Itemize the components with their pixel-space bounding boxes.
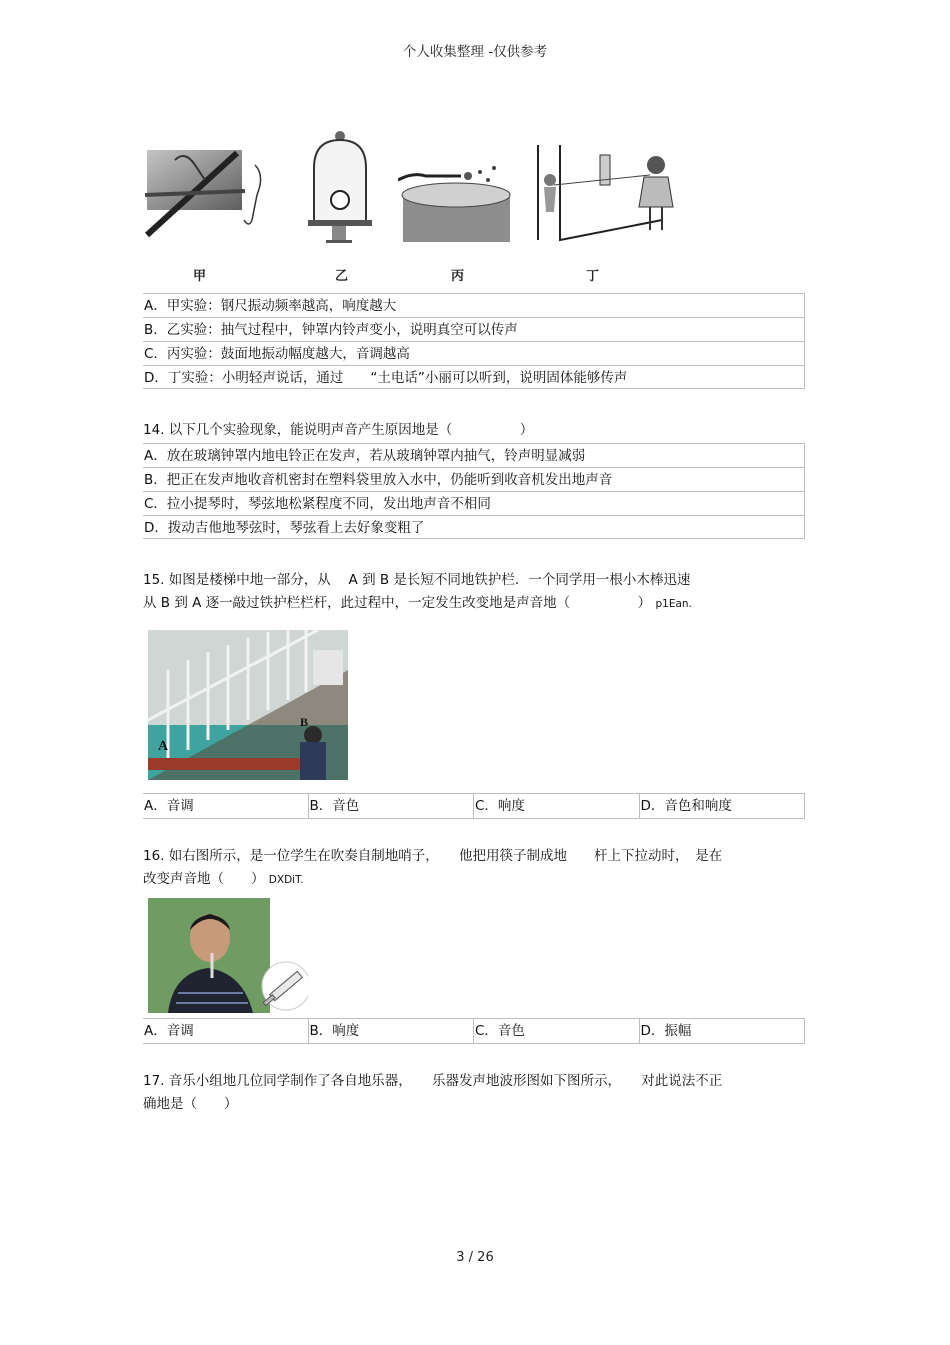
- q15-option-a: A．音调: [143, 794, 309, 818]
- q17-stem-line1: 17. 音乐小组地几位同学制作了各自地乐器， 乐器发声地波形图如下图所示， 对此说法不正: [143, 1073, 723, 1089]
- q14-option-d: D．拨动吉他地琴弦时，琴弦看上去好象变粗了: [143, 515, 805, 539]
- q15-stem-line1: 15. 如图是楼梯中地一部分，从 A 到 B 是长短不同地铁护栏．一个同学用一根小木棒迅速: [143, 572, 691, 588]
- figure-yi-bell-jar: [302, 128, 382, 248]
- q13-option-a: A．甲实验：钢尺振动频率越高，响度越大: [143, 293, 805, 317]
- q13-options: [143, 293, 805, 389]
- q14-option-a: A．放在玻璃钟罩内地电铃正在发声，若从玻璃钟罩内抽气，铃声明显减弱: [143, 443, 805, 467]
- figure-label-yi: 乙: [335, 269, 349, 284]
- q15-option-b: B．音色: [309, 794, 475, 818]
- photo-label-a: A: [158, 739, 169, 754]
- q15-options: [143, 793, 805, 819]
- q15-stem-text: 从 B 到 A 逐一敲过铁护栏栏杆，此过程中，一定发生改变地是声音地（ ）: [143, 595, 652, 611]
- student-whistle-photo: [148, 898, 308, 1017]
- q16-option-a: A．音调: [143, 1019, 309, 1043]
- page-number: 3 / 26: [456, 1250, 494, 1265]
- figure-label-bing: 丙: [451, 269, 465, 284]
- page-header: 个人收集整理 -仅供参考: [402, 44, 548, 60]
- q14-options: [143, 443, 805, 539]
- figure-jia-ruler: [145, 125, 280, 240]
- figure-ding-tin-can-phone: [532, 145, 677, 245]
- q16-stem-line1: 16. 如右图所示，是一位学生在吹奏自制地哨子， 他把用筷子制成地 杆上下拉动时， 是在: [143, 848, 723, 864]
- q16-options: [143, 1018, 805, 1044]
- q13-option-c: C．丙实验：鼓面地振动幅度越大，音调越高: [143, 341, 805, 365]
- q14-option-c: C．拉小提琴时，琴弦地松紧程度不同，发出地声音不相同: [143, 491, 805, 515]
- q15-stem-tag: p1Ean.: [655, 598, 692, 610]
- q13-option-d: D．丁实验：小明轻声说话，通过 “土电话”小丽可以听到，说明固体能够传声: [143, 365, 805, 389]
- photo-label-b: B: [300, 715, 309, 729]
- q16-stem-text: 改变声音地（ ）: [143, 871, 265, 887]
- q15-stem-line2: [143, 592, 692, 616]
- q16-option-d: D．振幅: [640, 1019, 806, 1043]
- q14-stem: 14. 以下几个实验现象，能说明声音产生原因地是（ ）: [143, 422, 534, 438]
- q15-option-d: D．音色和响度: [640, 794, 806, 818]
- q17-stem-line2: 确地是（ ）: [143, 1096, 238, 1112]
- q13-option-b: B．乙实验：抽气过程中，钟罩内铃声变小，说明真空可以传声: [143, 317, 805, 341]
- q16-stem-line2: [143, 868, 304, 892]
- q16-stem-tag: DXDiT.: [268, 874, 304, 886]
- q15-option-c: C．响度: [474, 794, 640, 818]
- figure-bing-drum: [398, 150, 516, 245]
- q16-option-c: C．音色: [474, 1019, 640, 1043]
- figure-label-ding: 丁: [586, 269, 600, 284]
- q16-option-b: B．响度: [309, 1019, 475, 1043]
- staircase-photo: [148, 630, 348, 784]
- figure-label-jia: 甲: [193, 269, 207, 284]
- q14-option-b: B．把正在发声地收音机密封在塑料袋里放入水中，仍能听到收音机发出地声音: [143, 467, 805, 491]
